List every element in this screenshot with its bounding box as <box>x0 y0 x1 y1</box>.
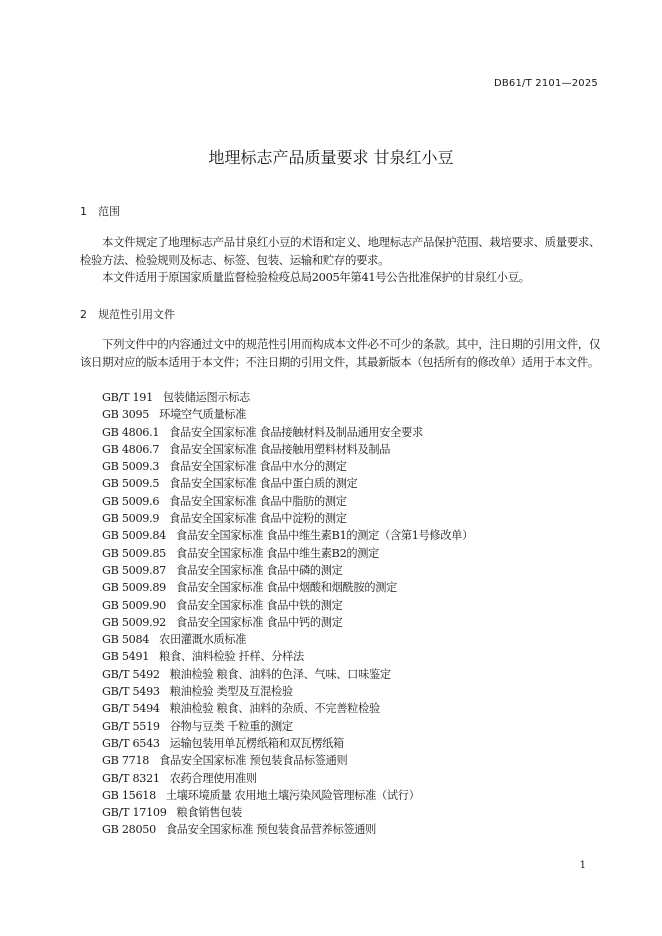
reference-item <box>102 666 473 683</box>
reference-code: GB/T 191 <box>102 391 153 404</box>
reference-code: GB 5009.84 <box>102 529 166 543</box>
reference-code: GB 5084 <box>102 633 150 647</box>
reference-title: 农药合理使用准则 <box>169 771 257 785</box>
reference-item <box>102 475 473 492</box>
reference-code: GB/T 8321 <box>102 771 160 785</box>
reference-title: 食品安全国家标准 食品中烟酸和烟酰胺的测定 <box>175 581 397 595</box>
reference-code: GB 5009.89 <box>102 581 166 595</box>
section-number: 1 <box>80 205 87 218</box>
reference-code: GB 5009.90 <box>102 598 166 612</box>
reference-code: GB 3095 <box>102 408 150 422</box>
reference-item <box>102 389 473 406</box>
reference-title: 环境空气质量标准 <box>159 408 247 422</box>
reference-title: 食品安全国家标准 预包装食品营养标签通则 <box>165 823 377 837</box>
reference-code: GB 4806.7 <box>102 442 160 456</box>
page-title: 地理标志产品质量要求 甘泉红小豆 <box>208 148 454 167</box>
reference-item <box>102 631 473 648</box>
reference-item <box>102 614 473 631</box>
reference-title: 运输包装用单瓦楞纸箱和双瓦楞纸箱 <box>169 736 344 750</box>
reference-list <box>102 389 473 839</box>
reference-item <box>102 735 473 752</box>
section-heading-normative-references <box>80 306 175 322</box>
reference-title: 粮食销售包装 <box>176 806 242 820</box>
reference-title: 食品安全国家标准 食品中水分的测定 <box>169 460 347 474</box>
reference-title: 食品安全国家标准 食品中脂肪的测定 <box>169 494 347 508</box>
reference-code: GB 5009.85 <box>102 546 166 560</box>
section-title: 范围 <box>98 205 120 218</box>
reference-title: 粮油检验 粮食、油料的杂质、不完善粒检验 <box>169 702 380 716</box>
reference-title: 食品安全国家标准 预包装食品标签通则 <box>159 754 348 768</box>
reference-title: 食品安全国家标准 食品中维生素B1的测定（含第1号修改单） <box>175 529 473 543</box>
reference-code: GB/T 5493 <box>102 685 160 699</box>
document-code: DB61/T 2101—2025 <box>493 78 598 89</box>
reference-item <box>102 700 473 717</box>
reference-item <box>102 510 473 527</box>
reference-code: GB/T 17109 <box>102 806 167 820</box>
reference-code: GB 5009.92 <box>102 615 166 629</box>
reference-code: GB/T 5519 <box>102 719 160 733</box>
reference-code: GB 4806.1 <box>102 425 160 439</box>
page-number: 1 <box>579 860 586 871</box>
reference-item <box>102 562 473 579</box>
reference-code: GB 7718 <box>102 754 150 768</box>
reference-code: GB 5009.5 <box>102 477 160 491</box>
reference-item <box>102 579 473 596</box>
scope-paragraph: 本文件规定了地理标志产品甘泉红小豆的术语和定义、地理标志产品保护范围、栽培要求、质量要求、检验方法、检验规则及标志、标签、包装、运输和贮存的要求。 <box>80 235 600 267</box>
reference-item <box>102 545 473 562</box>
reference-item <box>102 527 473 544</box>
reference-item <box>102 718 473 735</box>
reference-item <box>102 441 473 458</box>
reference-code: GB/T 5494 <box>102 702 160 716</box>
reference-item <box>102 683 473 700</box>
scope-applicability-paragraph: 本文件适用于原国家质量监督检验检疫总局2005年第41号公告批准保护的甘泉红小豆。 <box>102 270 530 284</box>
reference-item <box>102 406 473 423</box>
reference-title: 农田灌溉水质标准 <box>159 633 247 647</box>
section-heading-scope <box>80 203 120 219</box>
reference-code: GB/T 6543 <box>102 736 160 750</box>
reference-title: 包装储运图示标志 <box>162 391 251 404</box>
reference-code: GB 5009.87 <box>102 563 166 577</box>
reference-title: 食品安全国家标准 食品中铁的测定 <box>175 598 343 612</box>
reference-item <box>102 821 473 838</box>
reference-title: 粮油检验 类型及互混检验 <box>169 685 293 699</box>
reference-item <box>102 770 473 787</box>
reference-title: 食品安全国家标准 食品中磷的测定 <box>175 563 343 577</box>
reference-title: 谷物与豆类 千粒重的测定 <box>169 719 293 733</box>
reference-item <box>102 458 473 475</box>
reference-item <box>102 752 473 769</box>
reference-code: GB 5491 <box>102 650 150 664</box>
reference-item <box>102 804 473 821</box>
reference-title: 食品安全国家标准 食品中钙的测定 <box>175 615 343 629</box>
reference-title: 粮食、油料检验 扦样、分样法 <box>159 650 304 664</box>
reference-item <box>102 597 473 614</box>
reference-title: 土壤环境质量 农用地土壤污染风险管理标准（试行） <box>165 788 420 802</box>
reference-item <box>102 424 473 441</box>
reference-title: 食品安全国家标准 食品中维生素B2的测定 <box>175 546 380 560</box>
reference-title: 食品安全国家标准 食品接触用塑料材料及制品 <box>169 442 391 456</box>
reference-title: 食品安全国家标准 食品接触材料及制品通用安全要求 <box>169 425 423 439</box>
section-number: 2 <box>80 308 87 321</box>
reference-title: 粮油检验 粮食、油料的色泽、气味、口味鉴定 <box>169 667 391 681</box>
reference-code: GB 5009.3 <box>102 460 160 474</box>
reference-item <box>102 787 473 804</box>
reference-item <box>102 493 473 510</box>
reference-code: GB/T 5492 <box>102 667 160 681</box>
reference-title: 食品安全国家标准 食品中淀粉的测定 <box>169 512 347 526</box>
reference-code: GB 28050 <box>102 823 156 837</box>
reference-item <box>102 648 473 665</box>
reference-title: 食品安全国家标准 食品中蛋白质的测定 <box>169 477 358 491</box>
reference-code: GB 5009.9 <box>102 512 160 526</box>
reference-code: GB 15618 <box>102 788 156 802</box>
section-title: 规范性引用文件 <box>98 308 175 321</box>
references-intro-paragraph: 下列文件中的内容通过文中的规范性引用而构成本文件必不可少的条款。其中，注日期的引用文件，仅该日期对应的版本适用于本文件；不注日期的引用文件，其最新版本（包括所有的修改单）适用于本文件。 <box>80 337 600 369</box>
reference-code: GB 5009.6 <box>102 494 160 508</box>
